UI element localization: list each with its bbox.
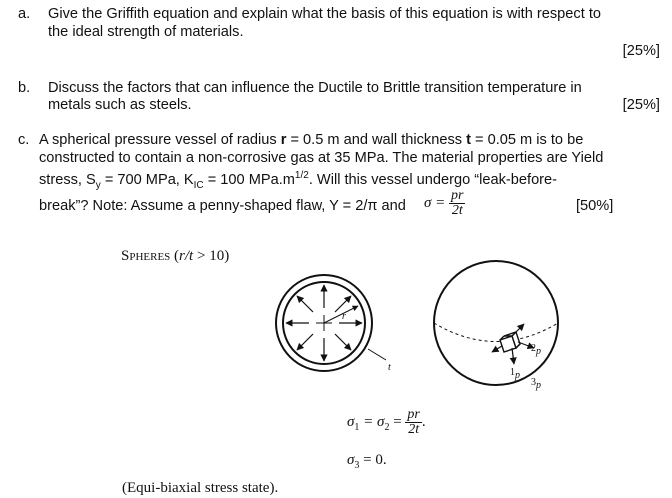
equator-dashed bbox=[434, 323, 558, 342]
thickness-leader bbox=[368, 349, 386, 360]
question-c-marks: [50%] bbox=[576, 198, 614, 214]
label-r: r bbox=[342, 311, 346, 322]
label-2: $2_p$ bbox=[531, 343, 541, 357]
sigma-formula: σ = $\frac{pr}{2t}$ bbox=[424, 188, 464, 218]
sphere-outline bbox=[434, 261, 558, 385]
question-c-line1: A spherical pressure vessel of radius r = 0.5 m and wall thickness t = 0.05 m is to be bbox=[39, 132, 584, 148]
figure-caption: (Equi-biaxial stress state). bbox=[122, 480, 279, 496]
question-c-line4: break”? Note: Assume a penny-shaped flaw, Y = 2/π and bbox=[39, 198, 406, 214]
question-a-marks: [25%] bbox=[622, 43, 660, 59]
label-t: t bbox=[388, 362, 391, 373]
question-a-marker: a. bbox=[18, 6, 31, 22]
question-a-line2: the ideal strength of materials. bbox=[48, 24, 244, 40]
stress-element bbox=[500, 332, 520, 352]
radius-arrow bbox=[324, 306, 358, 323]
stress-equation-2: $\sigma_3 = 0$. bbox=[347, 452, 387, 471]
question-c-marker: c. bbox=[18, 132, 30, 148]
question-c-line3: stress, $S_y = 700$ MPa, $K_{IC} = 100$ $MPa.m^{1/2}$. Will this vessel undergo “leak-before- bbox=[39, 170, 558, 191]
question-b-marks: [25%] bbox=[622, 97, 660, 113]
question-b-line1: Discuss the factors that can influence the Ductile to Brittle transition temperature in bbox=[48, 80, 582, 96]
stress-equation-1: $\sigma_1 = \sigma_2$ = $\frac{pr}{2t}$ . bbox=[347, 407, 426, 437]
question-b-marker: b. bbox=[18, 80, 31, 96]
question-c-line2: constructed to contain a non-corrosive gas at 35 MPa. The material properties are Yield bbox=[39, 150, 604, 166]
question-b-line2: metals such as steels. bbox=[48, 97, 192, 113]
label-1: $1_p$ bbox=[510, 367, 520, 381]
label-3: $3_p$ bbox=[531, 377, 541, 391]
question-a-line1: Give the Griffith equation and explain what the basis of this equation is with respect to bbox=[48, 6, 601, 22]
figure-title: Spheres (r/t > 10) bbox=[121, 248, 230, 264]
